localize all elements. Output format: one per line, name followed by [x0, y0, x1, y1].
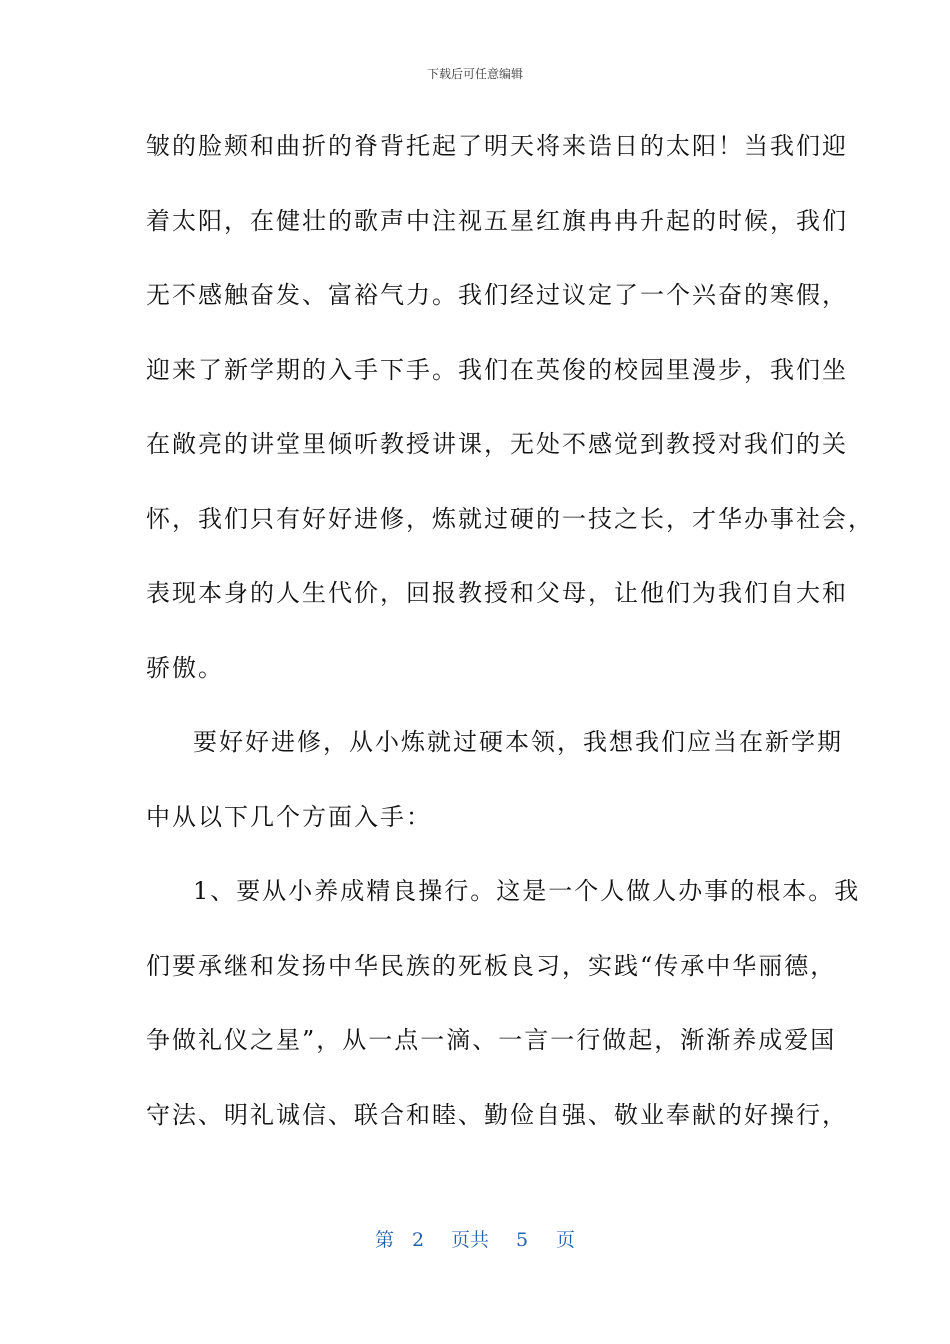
- text-line: 在敞亮的讲堂里倾听教授讲课，无处不感觉到教授对我们的关: [146, 430, 848, 458]
- page-number-suffix: 页: [556, 1229, 576, 1251]
- text-line: 无不感触奋发、富裕气力。我们经过议定了一个兴奋的寒假，: [146, 281, 848, 309]
- text-line: 怀，我们只有好好进修，炼就过硬的一技之长，才华办事社会，: [146, 504, 874, 533]
- paragraph-first-line: 要好好进修，从小炼就过硬本领，我想我们应当在新学期: [193, 728, 843, 756]
- text-line: 皱的脸颊和曲折的脊背托起了明天将来诰日的太阳！当我们迎: [146, 132, 848, 160]
- page-number-middle: 页共: [451, 1229, 490, 1251]
- page-header: 下载后可任意编辑: [426, 67, 523, 81]
- page-footer: [0, 1226, 950, 1254]
- page-number-prefix: 第: [375, 1229, 395, 1251]
- text-line: 争做礼仪之星”，从一点一滴、一言一行做起，渐渐养成爱国: [146, 1026, 837, 1054]
- text-line: 骄傲。: [146, 653, 224, 682]
- text-line: 着太阳，在健壮的歌声中注视五星红旗冉冉升起的时候，我们: [146, 206, 848, 235]
- paragraph-first-line: 1、要从小养成精良操行。这是一个人做人办事的根本。我: [193, 877, 861, 905]
- text-line: 守法、明礼诚信、联合和睦、勤俭自强、敬业奉献的好操行，: [146, 1100, 848, 1129]
- text-line: 表现本身的人生代价，回报教授和父母，让他们为我们自大和: [146, 579, 848, 607]
- page-number-current: 2: [412, 1229, 425, 1251]
- text-line: 迎来了新学期的入手下手。我们在英俊的校园里漫步，我们坐: [146, 355, 848, 384]
- page-number-total: 5: [516, 1229, 529, 1251]
- document-body: [146, 120, 874, 1163]
- text-line: 们要承继和发扬中华民族的死板良习，实践“传承中华丽德，: [146, 951, 837, 980]
- text-line: 中从以下几个方面入手：: [146, 802, 432, 831]
